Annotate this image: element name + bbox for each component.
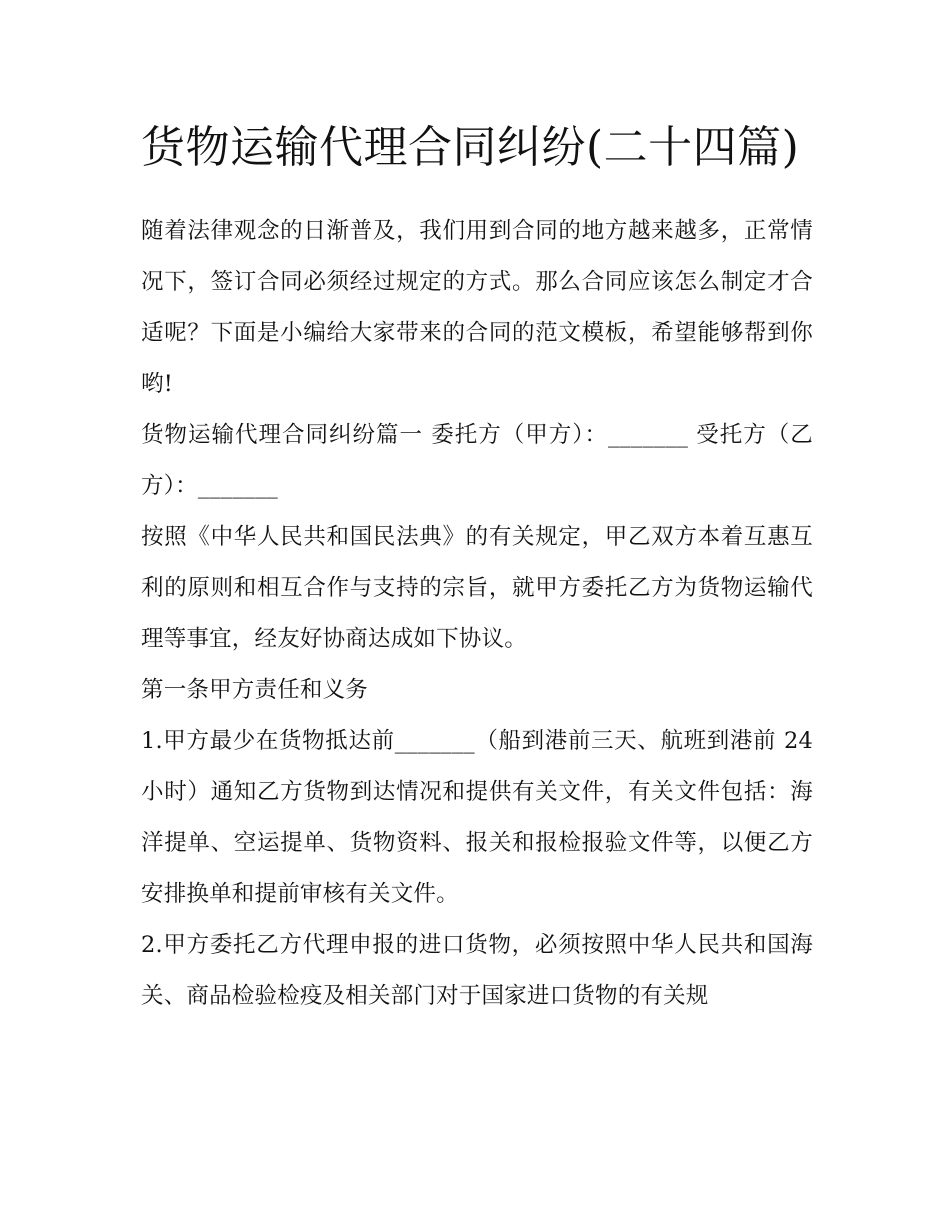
preamble-paragraph: 按照《中华人民共和国民法典》的有关规定，甲乙双方本着互惠互利的原则和相互合作与支持的宗旨，就甲方委托乙方为货物运输代理等事宜，经友好协商达成如下协议。: [141, 524, 813, 652]
clause-1-paragraph: 1.甲方最少在货物抵达前_______（船到港前三天、航班到港前 24 小时）通知乙方货物到达情况和提供有关文件，有关文件包括：海洋提单、空运提单、货物资料、报关和报检报验文件等，以便乙方安排换单和提前审核有关文件。: [141, 728, 813, 907]
parties-paragraph: 货物运输代理合同纠纷篇一 委托方（甲方）：_______ 受托方（乙方）：_______: [141, 422, 813, 499]
document-title: 货物运输代理合同纠纷(二十四篇): [141, 122, 800, 173]
intro-paragraph: 随着法律观念的日渐普及，我们用到合同的地方越来越多，正常情况下，签订合同必须经过规定的方式。那么合同应该怎么制定才合适呢？下面是小编给大家带来的合同的范文模板，希望能够帮到你哟!: [141, 218, 813, 397]
clause-2-paragraph: 2.甲方委托乙方代理申报的进口货物，必须按照中华人民共和国海关、商品检验检疫及相关部门对于国家进口货物的有关规: [141, 932, 813, 1009]
article-heading: 第一条甲方责任和义务: [141, 677, 369, 703]
document-body: [141, 112, 813, 1022]
